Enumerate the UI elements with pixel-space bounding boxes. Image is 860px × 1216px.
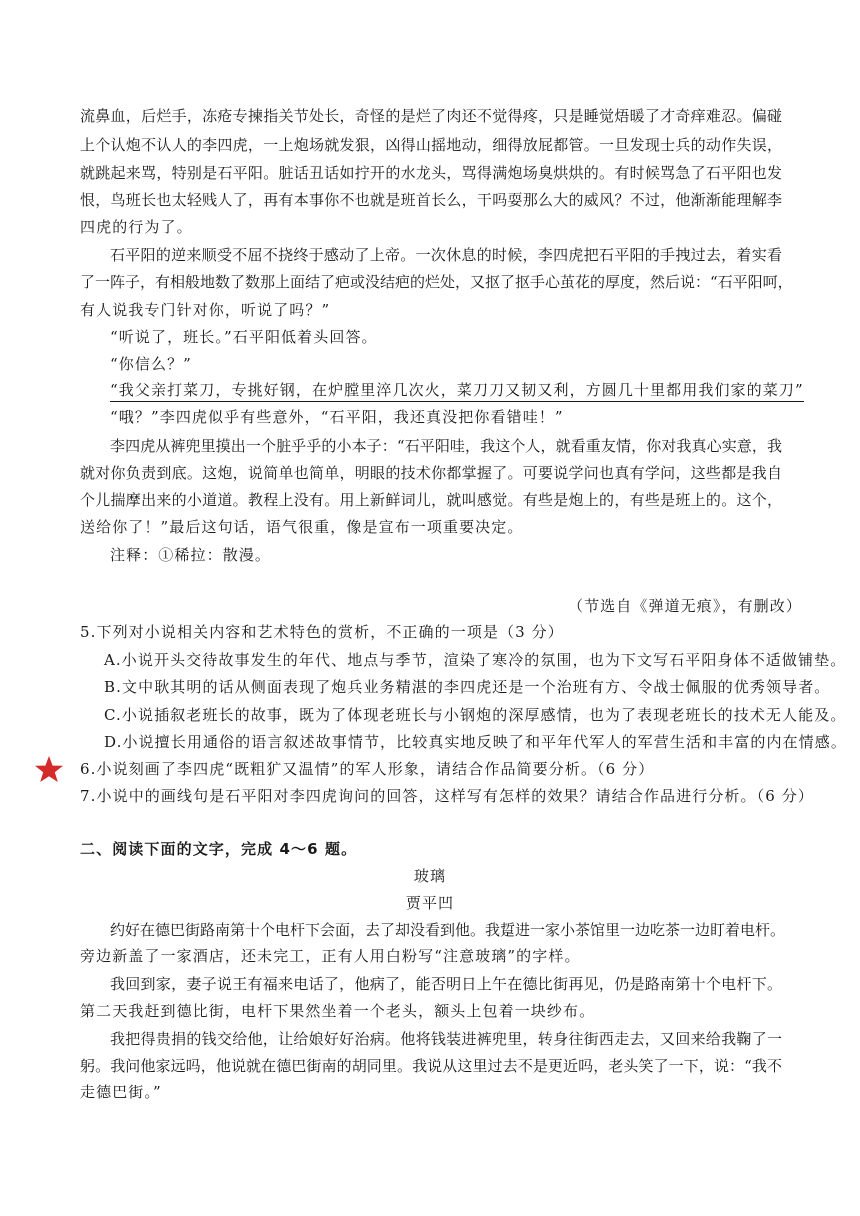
text-line: 恨，鸟班长也太轻贱人了，再有本事你不也就是班首长么，干吗耍那么大的威风？不过，他渐渐能理解李 [80,191,782,209]
text-line: 第二天我赶到德比街，电杆下果然坐着一个老头，额头上包着一块纱布。 [80,1002,596,1020]
text-line: 个儿揣摩出来的小道道。教程上没有。用上新鲜词儿，就叫感觉。有些是炮上的，有些是班上的。这个， [80,491,782,509]
text-line: 我回到家，妻子说王有福来电话了，他病了，能否明日上午在德比街再见，仍是路南第十个电杆下。 [110,975,782,993]
underlined-sentence: “我父亲打菜刀，专挑好钢，在炉膛里淬几次火，菜刀刀又韧又利，方圆几十里都用我们家的菜刀” [110,380,804,402]
text-line: 我把得贵捐的钱交给他，让给娘好好治病。他将钱装进裤兜里，转身往街西走去，又回来给我鞠了一 [110,1030,782,1048]
question-7: 7.小说中的画线句是石平阳对李四虎询问的回答，这样写有怎样的效果？请结合作品进行分析。（6 分） [80,787,814,805]
text-line: 送给你了！”最后这句话，语气很重，像是宣布一项重要决定。 [80,518,524,536]
text-line: 上个认炮不认人的李四虎，一上炮场就发狠，凶得山摇地动，细得放屁都管。一旦发现士兵的动作失误， [80,136,782,154]
dialogue-line: “听说了，班长。”石平阳低着头回答。 [110,328,378,346]
text-line: 流鼻血，后烂手，冻疮专揀指关节处长，奇怪的是烂了肉还不觉得疼，只是睡觉焐暖了才奇痒难忍。偏碰 [80,107,782,125]
question-5: 5.下列对小说相关内容和艺术特色的赏析，不正确的一项是（3 分） [80,623,564,641]
text-line: 石平阳的逆来顺受不屈不挠终于感动了上帝。一次休息的时候，李四虎把石平阳的手拽过去，着实看 [110,246,782,264]
option-a: A.小说开头交待故事发生的年代、地点与季节，渲染了寒冷的氛围，也为下文写石平阳身体不适做铺垫。 [104,651,847,669]
text-line: 约好在德巴街路南第十个电杆下会面，去了却没看到他。我踅进一家小茶馆里一边吃茶一边盯着电杆。 [110,921,786,939]
option-c: C.小说插叙老班长的故事，既为了体现老班长与小钢炮的深厚感情，也为了表现老班长的技术无人能及。 [104,706,847,724]
text-line: 走德巴街。” [80,1083,162,1101]
source-citation: （节选自《弹道无痕》，有删改） [567,597,802,615]
star-icon [34,755,64,783]
text-line: 旁边新盖了一家酒店，还未完工，正有人用白粉写“注意玻璃”的字样。 [80,947,581,965]
text-line: 了一阵子，有相般地数了数那上面结了疤或没结疤的烂处，又抠了抠手心茧花的厚度，然后说：“石平阳呵， [80,273,793,291]
option-b: B.文中耿其明的话从侧面表现了炮兵业务精湛的李四虎还是一个治班有方、令战士佩服的优秀领导者。 [104,678,831,696]
text-line: 李四虎从裤兜里摸出一个脏乎乎的小本子：“石平阳哇，我这个人，就看重友情，你对我真心实意，我 [110,437,782,455]
story-author: 贾平凹 [405,894,455,912]
story-title: 玻璃 [413,867,447,885]
text-line: 四虎的行为了。 [80,218,193,236]
text-line: 有人说我专门针对你，听说了吗？” [80,301,331,319]
footnote: 注释：①稀拉：散漫。 [110,546,272,564]
text-line: 就跳起来骂，特别是石平阳。脏话丑话如拧开的水龙头，骂得满炮场臭烘烘的。有时候骂急了石平阳也发 [80,164,782,182]
dialogue-line: “哦？”李四虎似乎有些意外，“石平阳，我还真没把你看错哇！” [110,408,564,426]
dialogue-line: “你信么？” [110,355,192,373]
text-line: 就对你负责到底。这炮，说简单也简单，明眼的技术你都掌握了。可要说学问也真有学问，这些都是我自 [80,464,782,482]
section-heading: 二、阅读下面的文字，完成 4～6 题。 [80,840,358,858]
option-d: D.小说擅长用通俗的语言叙述故事情节，比较真实地反映了和平年代军人的军营生活和丰富的内在情感。 [104,733,847,751]
text-line: 躬。我问他家远吗，他说就在德巴街南的胡同里。我说从这里过去不是更近吗，老头笑了一下，说：“我不 [80,1057,782,1075]
question-6: 6.小说刻画了李四虎“既粗犷又温情”的军人形象，请结合作品简要分析。（6 分） [80,760,655,778]
